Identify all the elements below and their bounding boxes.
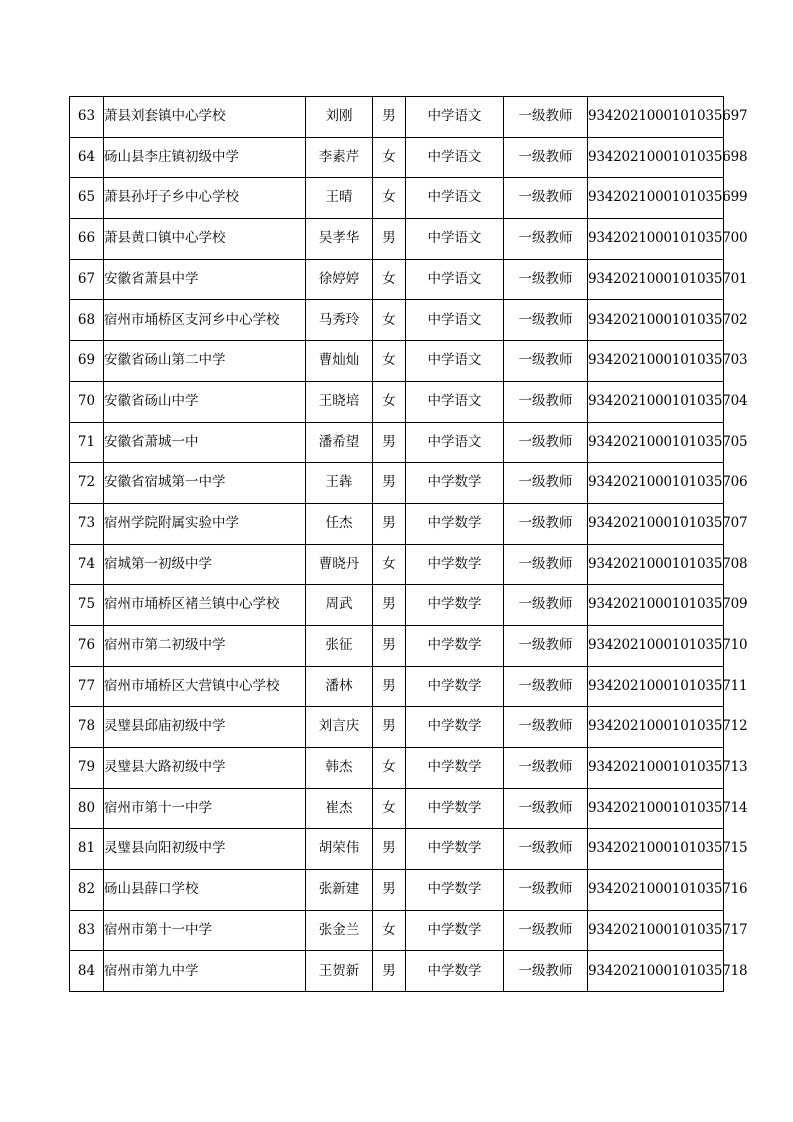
subject-cell: 中学数学 [406, 625, 504, 666]
row-number-cell: 74 [70, 544, 104, 585]
table-row [70, 341, 724, 382]
school-name-cell: 宿州市埇桥区大营镇中心学校 [104, 666, 306, 707]
table-row [70, 707, 724, 748]
teacher-name-cell: 张新建 [306, 870, 373, 911]
certificate-number-cell: 9342021000101035706 [588, 463, 724, 504]
professional-title-cell: 一级教师 [504, 625, 588, 666]
gender-cell: 女 [373, 788, 406, 829]
certificate-number-cell: 9342021000101035697 [588, 97, 724, 138]
subject-cell: 中学语文 [406, 178, 504, 219]
row-number-cell: 76 [70, 625, 104, 666]
professional-title-cell: 一级教师 [504, 259, 588, 300]
school-name-cell: 宿州学院附属实验中学 [104, 503, 306, 544]
row-number-cell: 78 [70, 707, 104, 748]
table-row [70, 219, 724, 260]
school-name-cell: 宿城第一初级中学 [104, 544, 306, 585]
teacher-name-cell: 潘林 [306, 666, 373, 707]
gender-cell: 女 [373, 748, 406, 789]
teacher-name-cell: 曹晓丹 [306, 544, 373, 585]
certificate-number-cell: 9342021000101035715 [588, 829, 724, 870]
table-row [70, 463, 724, 504]
teacher-name-cell: 王贺新 [306, 951, 373, 992]
professional-title-cell: 一级教师 [504, 341, 588, 382]
row-number-cell: 67 [70, 259, 104, 300]
subject-cell: 中学数学 [406, 748, 504, 789]
table-row [70, 951, 724, 992]
table-row [70, 625, 724, 666]
school-name-cell: 宿州市第九中学 [104, 951, 306, 992]
professional-title-cell: 一级教师 [504, 829, 588, 870]
certificate-number-cell: 9342021000101035700 [588, 219, 724, 260]
subject-cell: 中学数学 [406, 829, 504, 870]
subject-cell: 中学语文 [406, 219, 504, 260]
certificate-number-cell: 9342021000101035701 [588, 259, 724, 300]
row-number-cell: 73 [70, 503, 104, 544]
professional-title-cell: 一级教师 [504, 463, 588, 504]
row-number-cell: 81 [70, 829, 104, 870]
subject-cell: 中学数学 [406, 585, 504, 626]
certificate-number-cell: 9342021000101035718 [588, 951, 724, 992]
school-name-cell: 萧县刘套镇中心学校 [104, 97, 306, 138]
professional-title-cell: 一级教师 [504, 748, 588, 789]
teacher-name-cell: 任杰 [306, 503, 373, 544]
table-row [70, 585, 724, 626]
table-row [70, 300, 724, 341]
professional-title-cell: 一级教师 [504, 666, 588, 707]
certificate-number-cell: 9342021000101035698 [588, 137, 724, 178]
gender-cell: 男 [373, 422, 406, 463]
row-number-cell: 80 [70, 788, 104, 829]
professional-title-cell: 一级教师 [504, 544, 588, 585]
gender-cell: 女 [373, 300, 406, 341]
row-number-cell: 63 [70, 97, 104, 138]
professional-title-cell: 一级教师 [504, 97, 588, 138]
certificate-number-cell: 9342021000101035704 [588, 381, 724, 422]
table-row [70, 97, 724, 138]
school-name-cell: 砀山县薛口学校 [104, 870, 306, 911]
subject-cell: 中学数学 [406, 870, 504, 911]
certificate-number-cell: 9342021000101035716 [588, 870, 724, 911]
certificate-number-cell: 9342021000101035711 [588, 666, 724, 707]
teacher-name-cell: 刘刚 [306, 97, 373, 138]
certificate-number-cell: 9342021000101035717 [588, 910, 724, 951]
professional-title-cell: 一级教师 [504, 910, 588, 951]
certificate-number-cell: 9342021000101035713 [588, 748, 724, 789]
row-number-cell: 79 [70, 748, 104, 789]
school-name-cell: 安徽省萧县中学 [104, 259, 306, 300]
teacher-title-table [69, 96, 748, 992]
table-row [70, 910, 724, 951]
subject-cell: 中学语文 [406, 137, 504, 178]
certificate-number-cell: 9342021000101035712 [588, 707, 724, 748]
certificate-number-cell: 9342021000101035703 [588, 341, 724, 382]
gender-cell: 男 [373, 829, 406, 870]
row-number-cell: 83 [70, 910, 104, 951]
teacher-name-cell: 王晴 [306, 178, 373, 219]
professional-title-cell: 一级教师 [504, 503, 588, 544]
row-number-cell: 65 [70, 178, 104, 219]
school-name-cell: 安徽省宿城第一中学 [104, 463, 306, 504]
subject-cell: 中学数学 [406, 503, 504, 544]
school-name-cell: 萧县孙圩子乡中心学校 [104, 178, 306, 219]
teacher-name-cell: 王晓培 [306, 381, 373, 422]
teacher-name-cell: 韩杰 [306, 748, 373, 789]
school-name-cell: 宿州市埇桥区支河乡中心学校 [104, 300, 306, 341]
professional-title-cell: 一级教师 [504, 137, 588, 178]
gender-cell: 女 [373, 544, 406, 585]
gender-cell: 女 [373, 259, 406, 300]
teacher-name-cell: 吴孝华 [306, 219, 373, 260]
school-name-cell: 砀山县李庄镇初级中学 [104, 137, 306, 178]
certificate-number-cell: 9342021000101035710 [588, 625, 724, 666]
subject-cell: 中学数学 [406, 544, 504, 585]
table-row [70, 422, 724, 463]
professional-title-cell: 一级教师 [504, 788, 588, 829]
professional-title-cell: 一级教师 [504, 951, 588, 992]
teacher-name-cell: 周武 [306, 585, 373, 626]
teacher-name-cell: 张金兰 [306, 910, 373, 951]
subject-cell: 中学数学 [406, 707, 504, 748]
gender-cell: 男 [373, 219, 406, 260]
teacher-name-cell: 刘言庆 [306, 707, 373, 748]
gender-cell: 男 [373, 503, 406, 544]
teacher-name-cell: 徐婷婷 [306, 259, 373, 300]
row-number-cell: 77 [70, 666, 104, 707]
school-name-cell: 安徽省砀山第二中学 [104, 341, 306, 382]
gender-cell: 男 [373, 463, 406, 504]
row-number-cell: 72 [70, 463, 104, 504]
teacher-name-cell: 崔杰 [306, 788, 373, 829]
teacher-name-cell: 马秀玲 [306, 300, 373, 341]
school-name-cell: 灵璧县大路初级中学 [104, 748, 306, 789]
row-number-cell: 84 [70, 951, 104, 992]
professional-title-cell: 一级教师 [504, 300, 588, 341]
table-row [70, 829, 724, 870]
subject-cell: 中学语文 [406, 97, 504, 138]
school-name-cell: 宿州市第二初级中学 [104, 625, 306, 666]
gender-cell: 男 [373, 625, 406, 666]
school-name-cell: 宿州市第十一中学 [104, 788, 306, 829]
subject-cell: 中学数学 [406, 463, 504, 504]
table-row [70, 381, 724, 422]
gender-cell: 女 [373, 178, 406, 219]
subject-cell: 中学语文 [406, 300, 504, 341]
school-name-cell: 萧县黄口镇中心学校 [104, 219, 306, 260]
table-body [70, 97, 748, 992]
table-row [70, 137, 724, 178]
table-row [70, 178, 724, 219]
gender-cell: 男 [373, 666, 406, 707]
professional-title-cell: 一级教师 [504, 422, 588, 463]
table-row [70, 259, 724, 300]
row-number-cell: 69 [70, 341, 104, 382]
subject-cell: 中学语文 [406, 341, 504, 382]
gender-cell: 女 [373, 341, 406, 382]
gender-cell: 男 [373, 585, 406, 626]
teacher-name-cell: 潘希望 [306, 422, 373, 463]
table-row [70, 748, 724, 789]
table-row [70, 788, 724, 829]
gender-cell: 女 [373, 137, 406, 178]
subject-cell: 中学语文 [406, 381, 504, 422]
table-row [70, 870, 724, 911]
table-row [70, 544, 724, 585]
school-name-cell: 灵璧县邱庙初级中学 [104, 707, 306, 748]
certificate-number-cell: 9342021000101035709 [588, 585, 724, 626]
professional-title-cell: 一级教师 [504, 707, 588, 748]
subject-cell: 中学数学 [406, 910, 504, 951]
subject-cell: 中学语文 [406, 259, 504, 300]
teacher-name-cell: 张征 [306, 625, 373, 666]
school-name-cell: 宿州市第十一中学 [104, 910, 306, 951]
certificate-number-cell: 9342021000101035699 [588, 178, 724, 219]
subject-cell: 中学数学 [406, 666, 504, 707]
professional-title-cell: 一级教师 [504, 219, 588, 260]
row-number-cell: 75 [70, 585, 104, 626]
teacher-name-cell: 王犇 [306, 463, 373, 504]
subject-cell: 中学数学 [406, 788, 504, 829]
table-row [70, 503, 724, 544]
subject-cell: 中学语文 [406, 422, 504, 463]
school-name-cell: 宿州市埇桥区褚兰镇中心学校 [104, 585, 306, 626]
certificate-number-cell: 9342021000101035702 [588, 300, 724, 341]
row-number-cell: 71 [70, 422, 104, 463]
gender-cell: 女 [373, 381, 406, 422]
teacher-name-cell: 李素芹 [306, 137, 373, 178]
teacher-name-cell: 曹灿灿 [306, 341, 373, 382]
certificate-number-cell: 9342021000101035708 [588, 544, 724, 585]
gender-cell: 男 [373, 97, 406, 138]
professional-title-cell: 一级教师 [504, 585, 588, 626]
row-number-cell: 82 [70, 870, 104, 911]
school-name-cell: 安徽省萧城一中 [104, 422, 306, 463]
row-number-cell: 64 [70, 137, 104, 178]
row-number-cell: 70 [70, 381, 104, 422]
subject-cell: 中学数学 [406, 951, 504, 992]
professional-title-cell: 一级教师 [504, 381, 588, 422]
gender-cell: 男 [373, 870, 406, 911]
gender-cell: 男 [373, 951, 406, 992]
table-row [70, 666, 724, 707]
row-number-cell: 66 [70, 219, 104, 260]
professional-title-cell: 一级教师 [504, 178, 588, 219]
gender-cell: 女 [373, 910, 406, 951]
school-name-cell: 安徽省砀山中学 [104, 381, 306, 422]
row-number-cell: 68 [70, 300, 104, 341]
professional-title-cell: 一级教师 [504, 870, 588, 911]
certificate-number-cell: 9342021000101035705 [588, 422, 724, 463]
certificate-number-cell: 9342021000101035707 [588, 503, 724, 544]
school-name-cell: 灵璧县向阳初级中学 [104, 829, 306, 870]
gender-cell: 男 [373, 707, 406, 748]
teacher-name-cell: 胡荣伟 [306, 829, 373, 870]
certificate-number-cell: 9342021000101035714 [588, 788, 724, 829]
